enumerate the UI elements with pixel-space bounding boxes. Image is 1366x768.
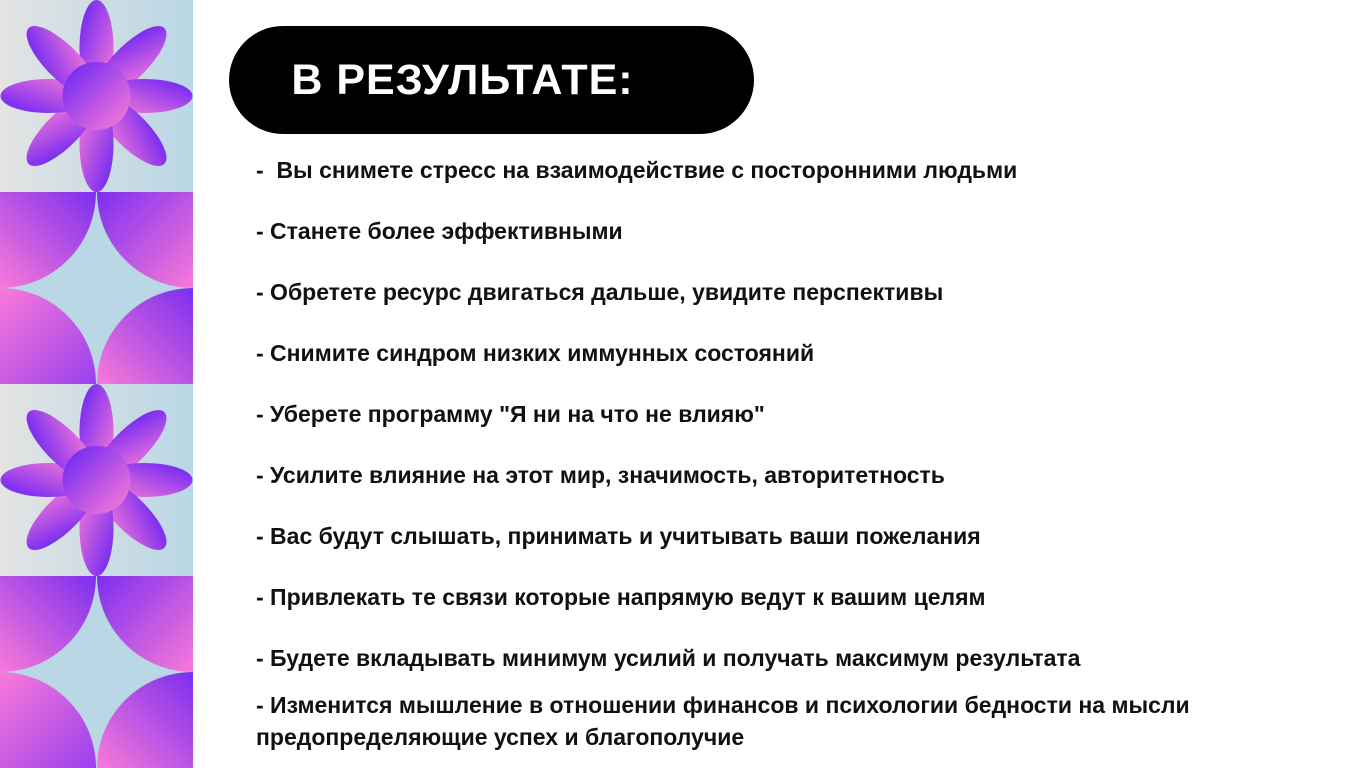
list-item: - Вы снимете стресс на взаимодействие с посторонними людьми [256, 157, 1018, 183]
list-item: - Будете вкладывать минимум усилий и получать максимум результата [256, 645, 1081, 671]
flower-icon [0, 0, 193, 192]
list-item: - Привлекать те связи которые напрямую ведут к вашим целям [256, 584, 986, 610]
list-item: - Вас будут слышать, принимать и учитывать ваши пожелания [256, 523, 981, 549]
decorative-pattern-column [0, 0, 193, 768]
list-item: - Станете более эффективными [256, 218, 623, 244]
flower-icon [0, 384, 193, 576]
page-title: В РЕЗУЛЬТАТЕ: [291, 55, 634, 104]
petal-quarter-icon [0, 192, 193, 384]
list-item: - Уберете программу "Я ни на что не влияю" [256, 401, 765, 427]
list-item: - Усилите влияние на этот мир, значимость, авторитетность [256, 462, 945, 488]
petal-quarter-icon [0, 576, 193, 768]
list-item: - Снимите синдром низких иммунных состояний [256, 340, 815, 366]
list-item: - Изменится мышление в отношении финансов и психологии бедности на мысли предопределяющие успех и благополучие [256, 692, 1197, 750]
list-item: - Обретете ресурс двигаться дальше, увидите перспективы [256, 279, 944, 305]
title-banner [229, 26, 754, 134]
